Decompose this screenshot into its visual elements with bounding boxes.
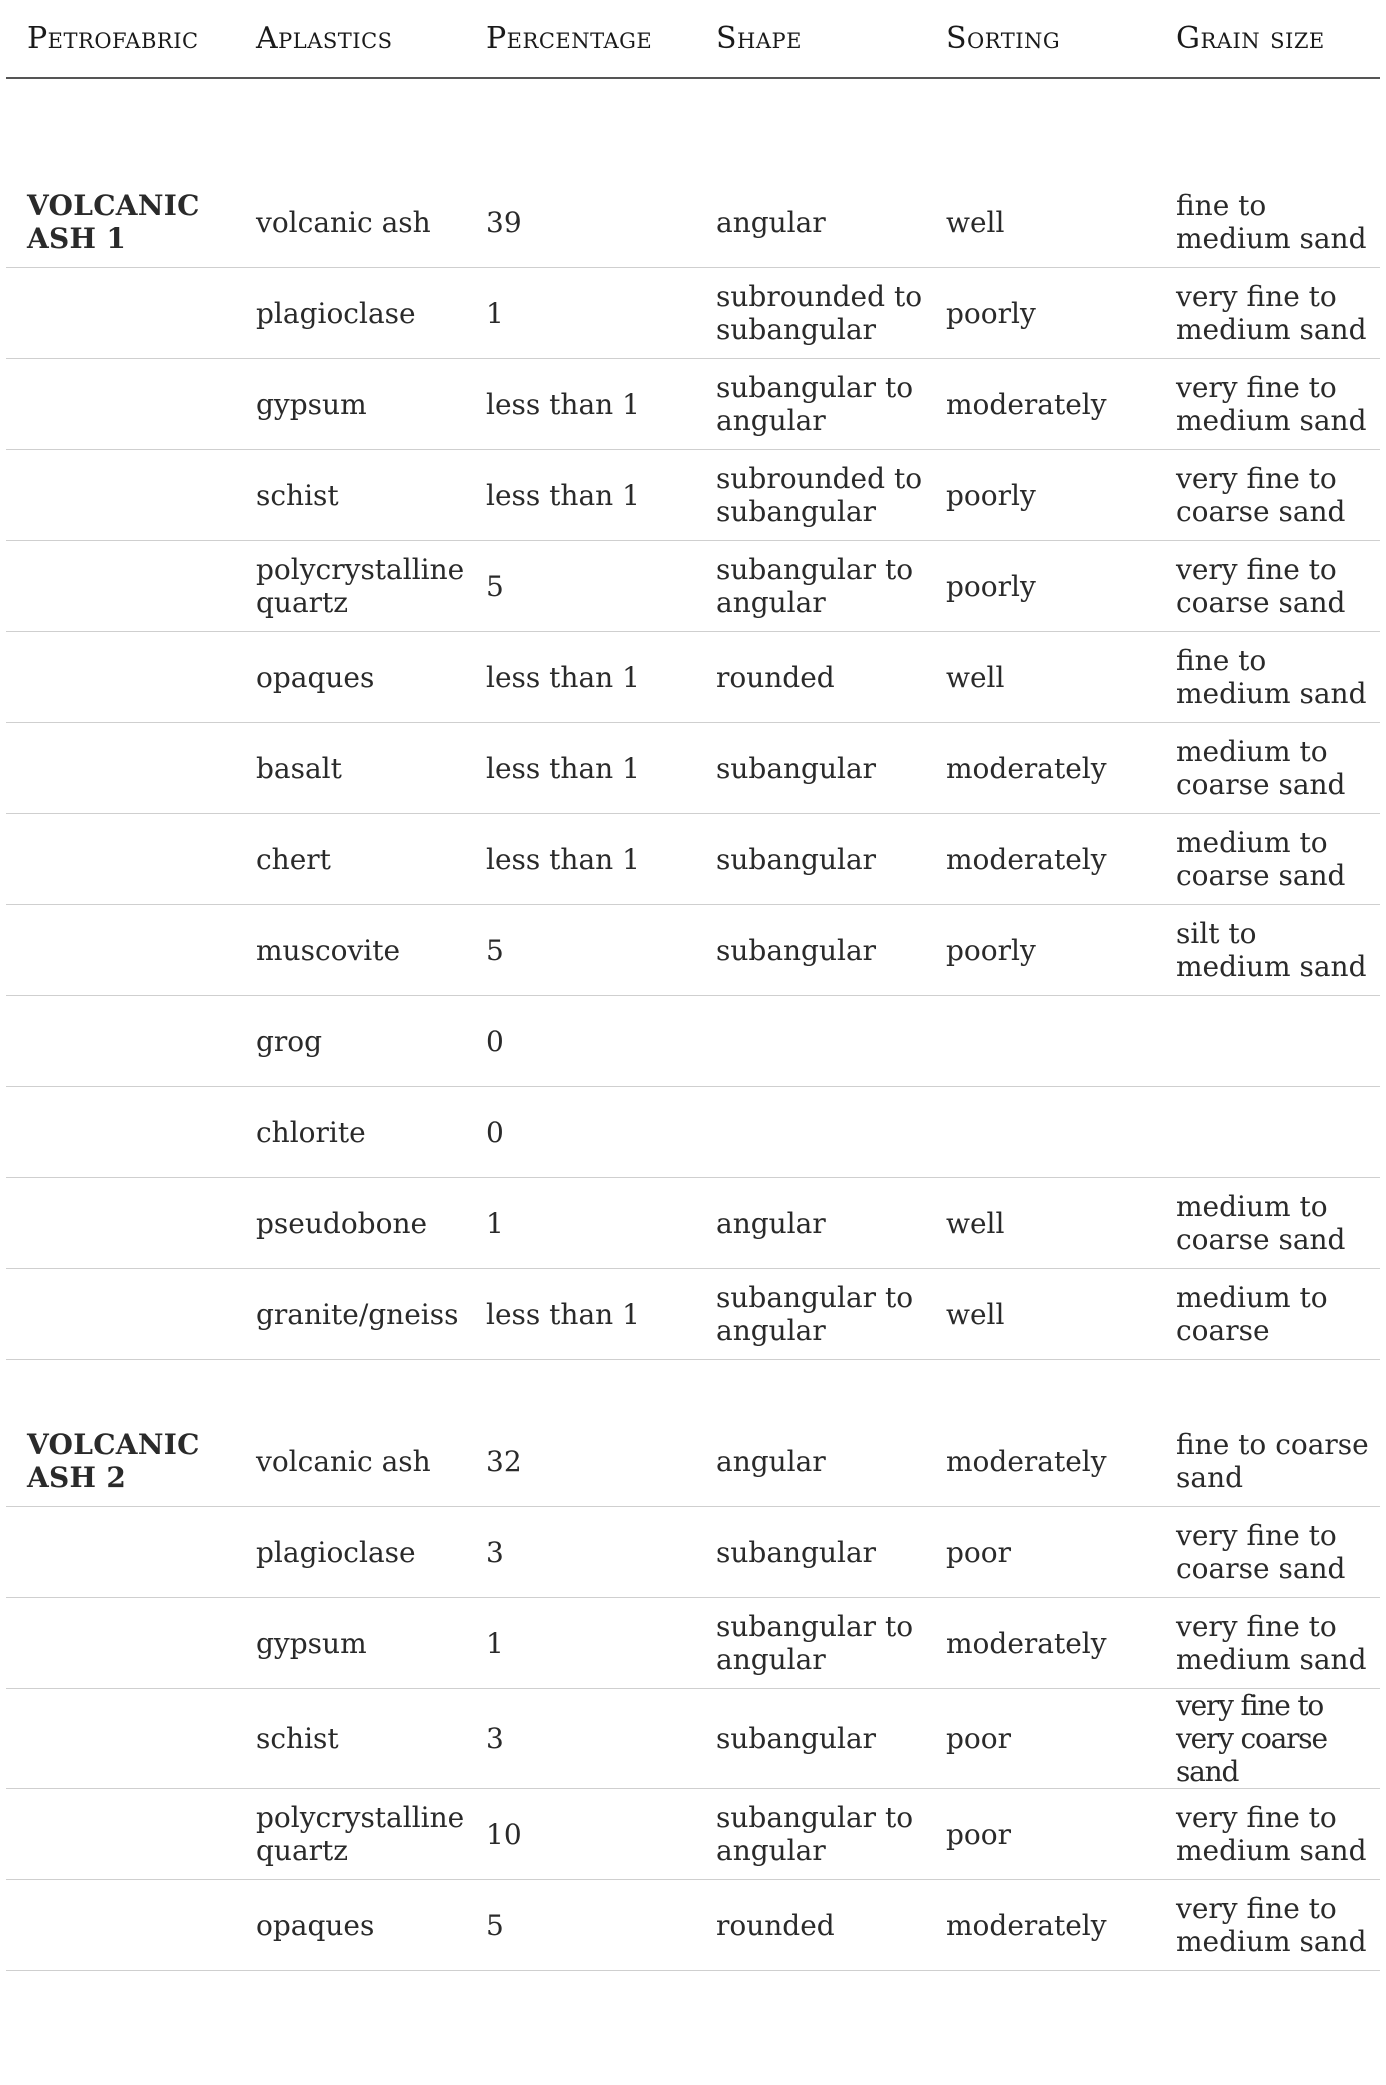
shape-cell: subrounded to subangular <box>695 268 925 359</box>
percentage-cell: less than 1 <box>465 814 695 905</box>
shape-cell: subangular to angular <box>695 541 925 632</box>
sorting-cell: poorly <box>925 541 1155 632</box>
grain-size-cell <box>1155 1087 1380 1178</box>
aplastic-cell: opaques <box>235 632 465 723</box>
table-row <box>6 450 1380 541</box>
grain-size-cell: very fine to very coarse sand <box>1155 1689 1380 1789</box>
percentage-cell: 39 <box>465 177 695 268</box>
aplastic-cell: schist <box>235 450 465 541</box>
percentage-cell: less than 1 <box>465 723 695 814</box>
table-row <box>6 1789 1380 1880</box>
sorting-cell: poorly <box>925 450 1155 541</box>
petrofabric-label: VOLCANIC ASH 1 <box>6 177 235 268</box>
header-grain-size: Grain size <box>1155 0 1380 78</box>
aplastic-cell: schist <box>235 1689 465 1789</box>
table-row <box>6 632 1380 723</box>
table-row <box>6 541 1380 632</box>
shape-cell: angular <box>695 177 925 268</box>
sorting-cell: moderately <box>925 359 1155 450</box>
grain-size-cell: very fine to coarse sand <box>1155 1507 1380 1598</box>
grain-size-cell: very fine to coarse sand <box>1155 541 1380 632</box>
group-volcanic-ash-2 <box>6 1360 1380 1971</box>
grain-size-cell: medium to coarse sand <box>1155 723 1380 814</box>
header-aplastics: Aplastics <box>235 0 465 78</box>
shape-cell: angular <box>695 1416 925 1507</box>
shape-cell: subangular to angular <box>695 1269 925 1360</box>
aplastic-cell: gypsum <box>235 1598 465 1689</box>
aplastic-cell: pseudobone <box>235 1178 465 1269</box>
table-row <box>6 905 1380 996</box>
shape-cell: rounded <box>695 1880 925 1971</box>
percentage-cell: 1 <box>465 1598 695 1689</box>
percentage-cell: 32 <box>465 1416 695 1507</box>
header-shape: Shape <box>695 0 925 78</box>
aplastic-cell: chlorite <box>235 1087 465 1178</box>
table-row <box>6 268 1380 359</box>
group-spacer <box>6 1360 1380 1417</box>
table-row <box>6 359 1380 450</box>
grain-size-cell <box>1155 996 1380 1087</box>
shape-cell: subangular to angular <box>695 359 925 450</box>
petrofabric-cell <box>6 996 235 1087</box>
percentage-cell: 5 <box>465 1880 695 1971</box>
percentage-cell: less than 1 <box>465 632 695 723</box>
sorting-cell <box>925 1087 1155 1178</box>
sorting-cell: poorly <box>925 905 1155 996</box>
shape-cell: subangular <box>695 1689 925 1789</box>
petrofabric-cell <box>6 1178 235 1269</box>
shape-cell <box>695 996 925 1087</box>
petrofabric-cell <box>6 814 235 905</box>
grain-size-cell: medium to coarse sand <box>1155 814 1380 905</box>
shape-cell: subangular <box>695 723 925 814</box>
grain-size-cell: very fine to medium sand <box>1155 1598 1380 1689</box>
petrofabric-table <box>6 0 1380 1971</box>
aplastic-cell: basalt <box>235 723 465 814</box>
aplastic-cell: volcanic ash <box>235 1416 465 1507</box>
grain-size-cell: silt to medium sand <box>1155 905 1380 996</box>
table-row <box>6 814 1380 905</box>
petrofabric-cell <box>6 1689 235 1789</box>
aplastic-cell: muscovite <box>235 905 465 996</box>
aplastic-cell: polycrystalline quartz <box>235 541 465 632</box>
petrofabric-cell <box>6 1087 235 1178</box>
shape-cell: subangular <box>695 1507 925 1598</box>
percentage-cell: 3 <box>465 1507 695 1598</box>
grain-size-cell: very fine to coarse sand <box>1155 450 1380 541</box>
percentage-cell: less than 1 <box>465 450 695 541</box>
petrofabric-cell <box>6 359 235 450</box>
sorting-cell <box>925 996 1155 1087</box>
sorting-cell: poor <box>925 1789 1155 1880</box>
aplastic-cell: plagioclase <box>235 1507 465 1598</box>
petrofabric-cell <box>6 268 235 359</box>
sorting-cell: poorly <box>925 268 1155 359</box>
aplastic-cell: granite/gneiss <box>235 1269 465 1360</box>
percentage-cell: 5 <box>465 541 695 632</box>
percentage-cell: 1 <box>465 268 695 359</box>
sorting-cell: well <box>925 1178 1155 1269</box>
percentage-cell: 0 <box>465 1087 695 1178</box>
header-petrofabric: Petrofabric <box>6 0 235 78</box>
petrofabric-cell <box>6 1598 235 1689</box>
table-row <box>6 1087 1380 1178</box>
shape-cell: subrounded to subangular <box>695 450 925 541</box>
petrofabric-cell <box>6 1269 235 1360</box>
grain-size-cell: very fine to medium sand <box>1155 268 1380 359</box>
table-row <box>6 1598 1380 1689</box>
sorting-cell: well <box>925 1269 1155 1360</box>
table-row <box>6 177 1380 268</box>
grain-size-cell: medium to coarse <box>1155 1269 1380 1360</box>
sorting-cell: moderately <box>925 814 1155 905</box>
aplastic-cell: gypsum <box>235 359 465 450</box>
aplastic-cell: chert <box>235 814 465 905</box>
petrofabric-cell <box>6 1880 235 1971</box>
aplastic-cell: plagioclase <box>235 268 465 359</box>
header-percentage: Percentage <box>465 0 695 78</box>
sorting-cell: well <box>925 177 1155 268</box>
shape-cell: rounded <box>695 632 925 723</box>
grain-size-cell: very fine to medium sand <box>1155 1789 1380 1880</box>
shape-cell: angular <box>695 1178 925 1269</box>
header-row <box>6 0 1380 78</box>
percentage-cell: 1 <box>465 1178 695 1269</box>
shape-cell: subangular to angular <box>695 1789 925 1880</box>
table-row <box>6 1880 1380 1971</box>
grain-size-cell: fine to medium sand <box>1155 177 1380 268</box>
petrofabric-cell <box>6 905 235 996</box>
sorting-cell: moderately <box>925 1598 1155 1689</box>
petrofabric-cell <box>6 723 235 814</box>
petrofabric-cell <box>6 1789 235 1880</box>
percentage-cell: less than 1 <box>465 359 695 450</box>
grain-size-cell: very fine to medium sand <box>1155 1880 1380 1971</box>
sorting-cell: moderately <box>925 1416 1155 1507</box>
percentage-cell: 5 <box>465 905 695 996</box>
sorting-cell: moderately <box>925 723 1155 814</box>
group-volcanic-ash-1 <box>6 78 1380 1360</box>
aplastic-cell: grog <box>235 996 465 1087</box>
grain-size-cell: fine to medium sand <box>1155 632 1380 723</box>
sorting-cell: poor <box>925 1507 1155 1598</box>
table-row <box>6 1269 1380 1360</box>
petrofabric-cell <box>6 632 235 723</box>
aplastic-cell: polycrystalline quartz <box>235 1789 465 1880</box>
aplastic-cell: volcanic ash <box>235 177 465 268</box>
sorting-cell: poor <box>925 1689 1155 1789</box>
petrofabric-cell <box>6 450 235 541</box>
table-row <box>6 1507 1380 1598</box>
header-sorting: Sorting <box>925 0 1155 78</box>
percentage-cell: 0 <box>465 996 695 1087</box>
table-row <box>6 723 1380 814</box>
petrofabric-cell <box>6 541 235 632</box>
shape-cell: subangular to angular <box>695 1598 925 1689</box>
percentage-cell: less than 1 <box>465 1269 695 1360</box>
group-spacer <box>6 78 1380 177</box>
shape-cell: subangular <box>695 814 925 905</box>
sorting-cell: well <box>925 632 1155 723</box>
percentage-cell: 3 <box>465 1689 695 1789</box>
aplastic-cell: opaques <box>235 1880 465 1971</box>
table-row <box>6 1178 1380 1269</box>
table-row <box>6 1416 1380 1507</box>
sorting-cell: moderately <box>925 1880 1155 1971</box>
percentage-cell: 10 <box>465 1789 695 1880</box>
table-row <box>6 996 1380 1087</box>
petrofabric-label: VOLCANIC ASH 2 <box>6 1416 235 1507</box>
table-row <box>6 1689 1380 1789</box>
shape-cell <box>695 1087 925 1178</box>
petrofabric-cell <box>6 1507 235 1598</box>
grain-size-cell: very fine to medium sand <box>1155 359 1380 450</box>
grain-size-cell: medium to coarse sand <box>1155 1178 1380 1269</box>
table-header <box>6 0 1380 78</box>
grain-size-cell: fine to coarse sand <box>1155 1416 1380 1507</box>
shape-cell: subangular <box>695 905 925 996</box>
